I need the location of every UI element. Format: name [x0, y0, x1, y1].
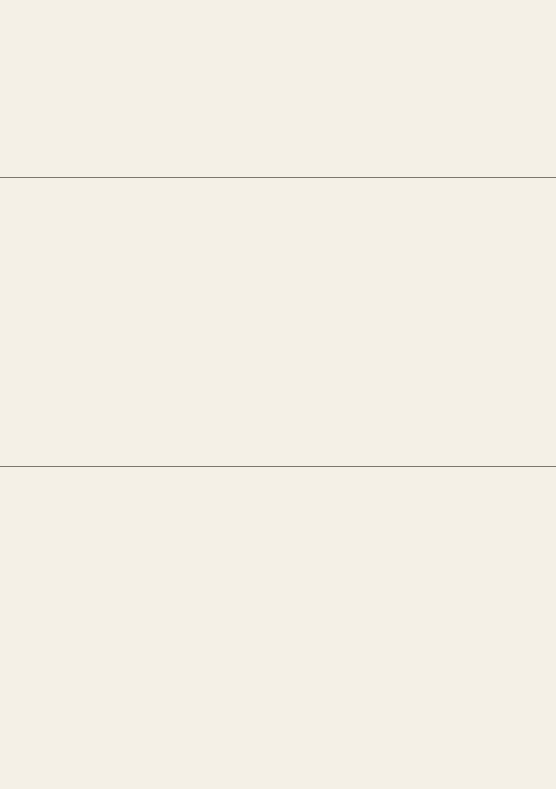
divider-line: [0, 466, 556, 467]
divider-line: [0, 177, 556, 178]
